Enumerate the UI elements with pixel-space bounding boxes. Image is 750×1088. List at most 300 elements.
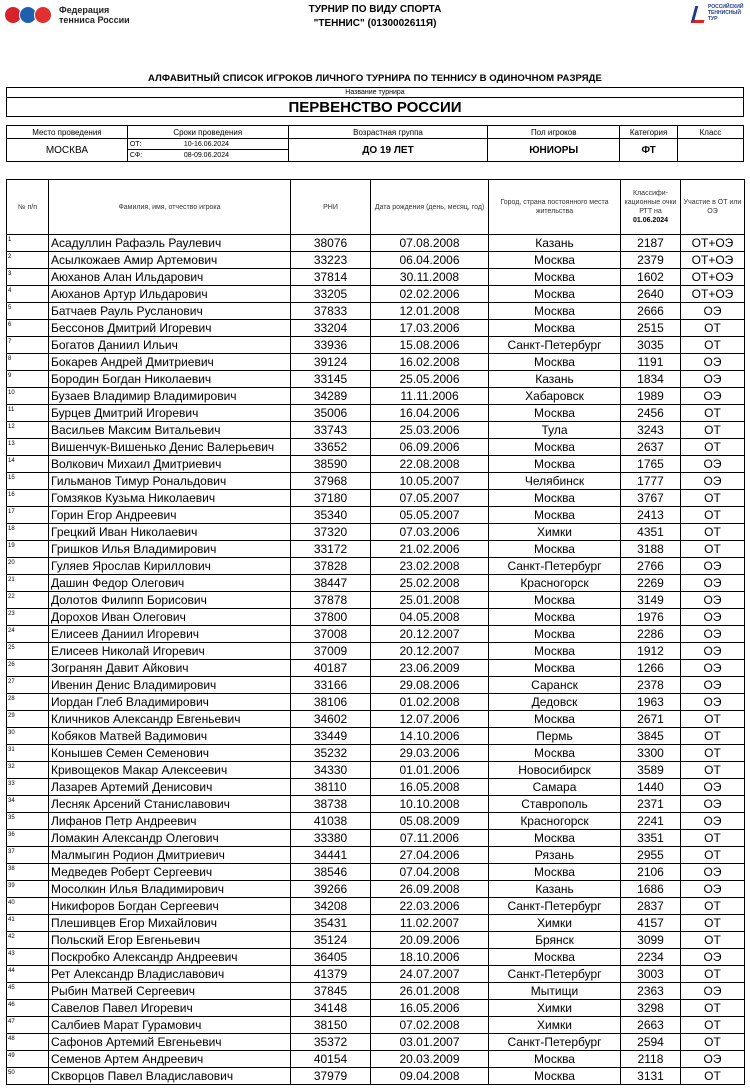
player-city: Новосибирск <box>489 762 621 779</box>
table-row <box>7 847 745 864</box>
player-rni: 37800 <box>291 609 371 626</box>
player-city: Москва <box>489 711 621 728</box>
player-dob: 07.08.2008 <box>371 235 489 252</box>
player-participation: ОТ <box>681 422 745 439</box>
from-date: 10-16.06.2024 <box>183 140 229 148</box>
org-line2: тенниса России <box>59 15 130 25</box>
player-rni: 33204 <box>291 320 371 337</box>
player-city: Москва <box>489 609 621 626</box>
row-number: 38 <box>7 864 49 881</box>
player-participation: ОТ <box>681 1068 745 1085</box>
player-rni: 37828 <box>291 558 371 575</box>
player-rni: 34330 <box>291 762 371 779</box>
table-row <box>7 830 745 847</box>
player-rni: 37845 <box>291 983 371 1000</box>
player-name: Аюханов Артур Ильдарович <box>49 286 291 303</box>
player-dob: 30.11.2008 <box>371 269 489 286</box>
table-row <box>7 286 745 303</box>
player-rni: 39266 <box>291 881 371 898</box>
row-number: 12 <box>7 422 49 439</box>
player-dob: 25.01.2008 <box>371 592 489 609</box>
player-name: Бородин Богдан Николаевич <box>49 371 291 388</box>
row-number: 16 <box>7 490 49 507</box>
player-points: 1777 <box>621 473 681 490</box>
player-rni: 38590 <box>291 456 371 473</box>
player-participation: ОЭ <box>681 660 745 677</box>
player-dob: 26.01.2008 <box>371 983 489 1000</box>
row-number: 43 <box>7 949 49 966</box>
age-group-value: ДО 19 ЛЕТ <box>288 139 488 162</box>
player-points: 1440 <box>621 779 681 796</box>
player-participation: ОТ <box>681 439 745 456</box>
player-city: Саранск <box>489 677 621 694</box>
player-rni: 33380 <box>291 830 371 847</box>
player-city: Москва <box>489 592 621 609</box>
player-name: Сафонов Артемий Евгеньевич <box>49 1034 291 1051</box>
player-rni: 34602 <box>291 711 371 728</box>
player-dob: 04.05.2008 <box>371 609 489 626</box>
header-line1: ТУРНИР ПО ВИДУ СПОРТА <box>308 4 442 15</box>
player-dob: 29.08.2006 <box>371 677 489 694</box>
player-rni: 38447 <box>291 575 371 592</box>
row-number: 44 <box>7 966 49 983</box>
row-number: 32 <box>7 762 49 779</box>
player-points: 2269 <box>621 575 681 592</box>
player-dob: 12.07.2006 <box>371 711 489 728</box>
row-number: 7 <box>7 337 49 354</box>
player-city: Дедовск <box>489 694 621 711</box>
table-row <box>7 422 745 439</box>
class-value <box>678 139 744 162</box>
player-rni: 34441 <box>291 847 371 864</box>
player-city: Санкт-Петербург <box>489 1034 621 1051</box>
player-name: Савелов Павел Игоревич <box>49 1000 291 1017</box>
player-dob: 07.03.2006 <box>371 524 489 541</box>
row-number: 22 <box>7 592 49 609</box>
table-row <box>7 575 745 592</box>
player-points: 1963 <box>621 694 681 711</box>
player-name: Кобяков Матвей Вадимович <box>49 728 291 745</box>
place-value: МОСКВА <box>7 139 128 162</box>
player-participation: ОЭ <box>681 813 745 830</box>
col-points-label: Классифи-кационные очки РТТ на <box>624 190 677 215</box>
row-number: 18 <box>7 524 49 541</box>
player-points: 2515 <box>621 320 681 337</box>
player-dob: 05.08.2009 <box>371 813 489 830</box>
player-rni: 38110 <box>291 779 371 796</box>
table-row <box>7 1017 745 1034</box>
col-participation: Участие в ОТ или ОЭ <box>681 180 745 235</box>
table-row <box>7 303 745 320</box>
player-name: Зогранян Давит Айкович <box>49 660 291 677</box>
player-city: Хабаровск <box>489 388 621 405</box>
player-points: 2663 <box>621 1017 681 1034</box>
player-participation: ОЭ <box>681 881 745 898</box>
row-number: 9 <box>7 371 49 388</box>
org-line1: Федерация <box>59 5 110 15</box>
player-participation: ОТ <box>681 830 745 847</box>
player-participation: ОЭ <box>681 575 745 592</box>
player-city: Пермь <box>489 728 621 745</box>
player-participation: ОЭ <box>681 1051 745 1068</box>
player-rni: 37008 <box>291 626 371 643</box>
player-participation: ОЭ <box>681 609 745 626</box>
player-dob: 10.05.2007 <box>371 473 489 490</box>
player-city: Санкт-Петербург <box>489 898 621 915</box>
player-participation: ОЭ <box>681 643 745 660</box>
player-dob: 20.12.2007 <box>371 643 489 660</box>
player-city: Москва <box>489 320 621 337</box>
player-participation: ОТ <box>681 932 745 949</box>
player-participation: ОТ <box>681 728 745 745</box>
player-dob: 27.04.2006 <box>371 847 489 864</box>
player-city: Химки <box>489 1000 621 1017</box>
row-number: 20 <box>7 558 49 575</box>
player-city: Москва <box>489 541 621 558</box>
tournament-name: ПЕРВЕНСТВО РОССИИ <box>7 98 744 117</box>
player-points: 3300 <box>621 745 681 762</box>
player-name: Аюханов Алан Ильдарович <box>49 269 291 286</box>
row-number: 42 <box>7 932 49 949</box>
player-dob: 16.05.2008 <box>371 779 489 796</box>
player-city: Москва <box>489 490 621 507</box>
header-line2: "ТЕННИС" (0130002611Я) <box>313 18 437 29</box>
table-row <box>7 490 745 507</box>
player-points: 1912 <box>621 643 681 660</box>
player-participation: ОТ <box>681 405 745 422</box>
table-row <box>7 592 745 609</box>
player-participation: ОТ <box>681 966 745 983</box>
row-number: 46 <box>7 1000 49 1017</box>
player-participation: ОЭ <box>681 354 745 371</box>
player-city: Москва <box>489 660 621 677</box>
player-points: 3845 <box>621 728 681 745</box>
player-rni: 35431 <box>291 915 371 932</box>
dates-value <box>127 139 288 162</box>
player-dob: 07.04.2008 <box>371 864 489 881</box>
player-city: Химки <box>489 524 621 541</box>
player-dob: 11.02.2007 <box>371 915 489 932</box>
row-number: 15 <box>7 473 49 490</box>
player-rni: 33652 <box>291 439 371 456</box>
player-points: 2118 <box>621 1051 681 1068</box>
player-dob: 16.04.2006 <box>371 405 489 422</box>
row-number: 24 <box>7 626 49 643</box>
player-name: Мосолкин Илья Владимирович <box>49 881 291 898</box>
player-city: Москва <box>489 405 621 422</box>
table-row <box>7 609 745 626</box>
player-participation: ОТ <box>681 1000 745 1017</box>
table-row <box>7 269 745 286</box>
player-name: Асылкожаев Амир Артемович <box>49 252 291 269</box>
player-rni: 41038 <box>291 813 371 830</box>
player-rni: 37833 <box>291 303 371 320</box>
rtt-mark-icon <box>691 4 707 24</box>
player-points: 2234 <box>621 949 681 966</box>
player-points: 2363 <box>621 983 681 1000</box>
player-points: 2955 <box>621 847 681 864</box>
player-rni: 37878 <box>291 592 371 609</box>
player-dob: 23.02.2008 <box>371 558 489 575</box>
row-number: 48 <box>7 1034 49 1051</box>
row-number: 45 <box>7 983 49 1000</box>
table-row <box>7 881 745 898</box>
row-number: 11 <box>7 405 49 422</box>
table-row <box>7 337 745 354</box>
player-city: Рязань <box>489 847 621 864</box>
header-gender: Пол игроков <box>488 126 620 139</box>
player-participation: ОТ <box>681 507 745 524</box>
player-name: Кличников Александр Евгеньевич <box>49 711 291 728</box>
player-city: Казань <box>489 881 621 898</box>
table-row <box>7 320 745 337</box>
player-city: Москва <box>489 354 621 371</box>
player-participation: ОЭ <box>681 303 745 320</box>
player-participation: ОЭ <box>681 864 745 881</box>
player-dob: 20.09.2006 <box>371 932 489 949</box>
player-city: Ставрополь <box>489 796 621 813</box>
row-number: 40 <box>7 898 49 915</box>
player-name: Елисеев Николай Игоревич <box>49 643 291 660</box>
player-name: Польский Егор Евгеньевич <box>49 932 291 949</box>
player-participation: ОЭ <box>681 626 745 643</box>
player-rni: 35232 <box>291 745 371 762</box>
player-points: 1266 <box>621 660 681 677</box>
player-dob: 20.03.2009 <box>371 1051 489 1068</box>
player-points: 3099 <box>621 932 681 949</box>
player-points: 2766 <box>621 558 681 575</box>
from-label: ОТ: <box>129 140 142 148</box>
player-dob: 22.08.2008 <box>371 456 489 473</box>
player-participation: ОТ+ОЭ <box>681 252 745 269</box>
player-name: Медведев Роберт Сергеевич <box>49 864 291 881</box>
table-row <box>7 1034 745 1051</box>
player-rni: 35340 <box>291 507 371 524</box>
player-rni: 37968 <box>291 473 371 490</box>
player-rni: 37320 <box>291 524 371 541</box>
player-participation: ОТ <box>681 337 745 354</box>
player-points: 3003 <box>621 966 681 983</box>
row-number: 26 <box>7 660 49 677</box>
row-number: 31 <box>7 745 49 762</box>
header-age: Возрастная группа <box>288 126 488 139</box>
player-city: Москва <box>489 269 621 286</box>
tournament-info-table <box>6 125 744 162</box>
player-participation: ОТ <box>681 524 745 541</box>
player-points: 2371 <box>621 796 681 813</box>
player-participation: ОТ <box>681 898 745 915</box>
player-city: Красногорск <box>489 575 621 592</box>
player-participation: ОЭ <box>681 677 745 694</box>
player-points: 2106 <box>621 864 681 881</box>
player-name: Дашин Федор Олегович <box>49 575 291 592</box>
player-dob: 23.06.2009 <box>371 660 489 677</box>
player-city: Санкт-Петербург <box>489 966 621 983</box>
player-city: Москва <box>489 252 621 269</box>
player-city: Москва <box>489 643 621 660</box>
table-row <box>7 932 745 949</box>
player-name: Семенов Артем Андреевич <box>49 1051 291 1068</box>
player-points: 3298 <box>621 1000 681 1017</box>
player-rni: 38076 <box>291 235 371 252</box>
row-number: 10 <box>7 388 49 405</box>
table-row <box>7 524 745 541</box>
table-row <box>7 643 745 660</box>
table-row <box>7 405 745 422</box>
player-name: Грецкий Иван Николаевич <box>49 524 291 541</box>
player-city: Брянск <box>489 932 621 949</box>
player-rni: 38150 <box>291 1017 371 1034</box>
player-points: 2594 <box>621 1034 681 1051</box>
tournament-name-caption: Название турнира <box>7 88 744 98</box>
table-row <box>7 439 745 456</box>
player-city: Москва <box>489 507 621 524</box>
player-rni: 41379 <box>291 966 371 983</box>
table-row <box>7 507 745 524</box>
player-points: 2666 <box>621 303 681 320</box>
player-points: 3149 <box>621 592 681 609</box>
document-title: АЛФАВИТНЫЙ СПИСОК ИГРОКОВ ЛИЧНОГО ТУРНИРА ПО ТЕННИСУ В ОДИНОЧНОМ РАЗРЯДЕ <box>148 73 602 84</box>
row-number: 41 <box>7 915 49 932</box>
player-points: 3351 <box>621 830 681 847</box>
player-name: Васильев Максим Витальевич <box>49 422 291 439</box>
player-name: Лазарев Артемий Денисович <box>49 779 291 796</box>
player-participation: ОЭ <box>681 983 745 1000</box>
player-dob: 29.03.2006 <box>371 745 489 762</box>
player-points: 2413 <box>621 507 681 524</box>
table-row <box>7 745 745 762</box>
player-name: Ломакин Александр Олегович <box>49 830 291 847</box>
row-number: 6 <box>7 320 49 337</box>
table-row <box>7 966 745 983</box>
table-row <box>7 660 745 677</box>
player-name: Конышев Семен Семенович <box>49 745 291 762</box>
player-rni: 33205 <box>291 286 371 303</box>
row-number: 17 <box>7 507 49 524</box>
row-number: 14 <box>7 456 49 473</box>
rtt-text: РОССИЙСКИЙ ТЕННИСНЫЙ ТУР <box>708 4 744 22</box>
player-participation: ОЭ <box>681 388 745 405</box>
row-number: 49 <box>7 1051 49 1068</box>
player-dob: 26.09.2008 <box>371 881 489 898</box>
player-name: Бузаев Владимир Владимирович <box>49 388 291 405</box>
player-points: 1989 <box>621 388 681 405</box>
header-class: Класс <box>678 126 744 139</box>
player-name: Плешивцев Егор Михайлович <box>49 915 291 932</box>
player-city: Москва <box>489 864 621 881</box>
player-name: Поскробко Александр Андреевич <box>49 949 291 966</box>
player-city: Химки <box>489 1017 621 1034</box>
player-dob: 17.03.2006 <box>371 320 489 337</box>
table-row <box>7 1000 745 1017</box>
player-participation: ОЭ <box>681 949 745 966</box>
player-city: Самара <box>489 779 621 796</box>
table-row <box>7 796 745 813</box>
player-name: Ивенин Денис Владимирович <box>49 677 291 694</box>
player-points: 1191 <box>621 354 681 371</box>
player-dob: 06.09.2006 <box>371 439 489 456</box>
player-participation: ОТ <box>681 915 745 932</box>
player-name: Никифоров Богдан Сергеевич <box>49 898 291 915</box>
player-participation: ОЭ <box>681 592 745 609</box>
row-number: 34 <box>7 796 49 813</box>
row-number: 5 <box>7 303 49 320</box>
category-value: ФТ <box>620 139 678 162</box>
player-rni: 33449 <box>291 728 371 745</box>
player-rni: 34148 <box>291 1000 371 1017</box>
player-city: Москва <box>489 286 621 303</box>
table-row <box>7 694 745 711</box>
header-title <box>0 3 750 31</box>
player-dob: 24.07.2007 <box>371 966 489 983</box>
table-row <box>7 541 745 558</box>
player-rni: 37979 <box>291 1068 371 1085</box>
player-points: 2379 <box>621 252 681 269</box>
table-row <box>7 388 745 405</box>
player-participation: ОЭ <box>681 558 745 575</box>
row-number: 8 <box>7 354 49 371</box>
table-row <box>7 864 745 881</box>
col-rni: РНИ <box>291 180 371 235</box>
player-city: Санкт-Петербург <box>489 558 621 575</box>
player-dob: 03.01.2007 <box>371 1034 489 1051</box>
player-points: 1686 <box>621 881 681 898</box>
player-rni: 38546 <box>291 864 371 881</box>
player-rni: 33145 <box>291 371 371 388</box>
row-number: 33 <box>7 779 49 796</box>
player-city: Санкт-Петербург <box>489 337 621 354</box>
row-number: 25 <box>7 643 49 660</box>
player-city: Москва <box>489 1051 621 1068</box>
col-num: № п/п <box>7 180 49 235</box>
player-points: 3767 <box>621 490 681 507</box>
player-dob: 15.08.2006 <box>371 337 489 354</box>
player-city: Мытищи <box>489 983 621 1000</box>
table-row <box>7 898 745 915</box>
player-participation: ОТ <box>681 1034 745 1051</box>
player-points: 2456 <box>621 405 681 422</box>
row-number: 1 <box>7 235 49 252</box>
player-city: Москва <box>489 1068 621 1085</box>
col-name: Фамилия, имя, отчество игрока <box>49 180 291 235</box>
header-dates: Сроки проведения <box>127 126 288 139</box>
player-name: Иордан Глеб Владимирович <box>49 694 291 711</box>
player-name: Асадуллин Рафаэль Раулевич <box>49 235 291 252</box>
table-row <box>7 626 745 643</box>
row-number: 39 <box>7 881 49 898</box>
player-points: 1834 <box>621 371 681 388</box>
row-number: 19 <box>7 541 49 558</box>
player-name: Гришков Илья Владимирович <box>49 541 291 558</box>
row-number: 50 <box>7 1068 49 1085</box>
player-name: Бокарев Андрей Дмитриевич <box>49 354 291 371</box>
table-row <box>7 677 745 694</box>
player-dob: 14.10.2006 <box>371 728 489 745</box>
table-row <box>7 371 745 388</box>
player-points: 3589 <box>621 762 681 779</box>
player-name: Бессонов Дмитрий Игоревич <box>49 320 291 337</box>
player-city: Москва <box>489 830 621 847</box>
player-name: Гильманов Тимур Рональдович <box>49 473 291 490</box>
player-points: 3131 <box>621 1068 681 1085</box>
player-name: Дорохов Иван Олегович <box>49 609 291 626</box>
player-rni: 38738 <box>291 796 371 813</box>
player-rni: 33743 <box>291 422 371 439</box>
player-name: Богатов Даниил Ильич <box>49 337 291 354</box>
player-dob: 02.02.2006 <box>371 286 489 303</box>
player-dob: 18.10.2006 <box>371 949 489 966</box>
player-participation: ОТ <box>681 541 745 558</box>
